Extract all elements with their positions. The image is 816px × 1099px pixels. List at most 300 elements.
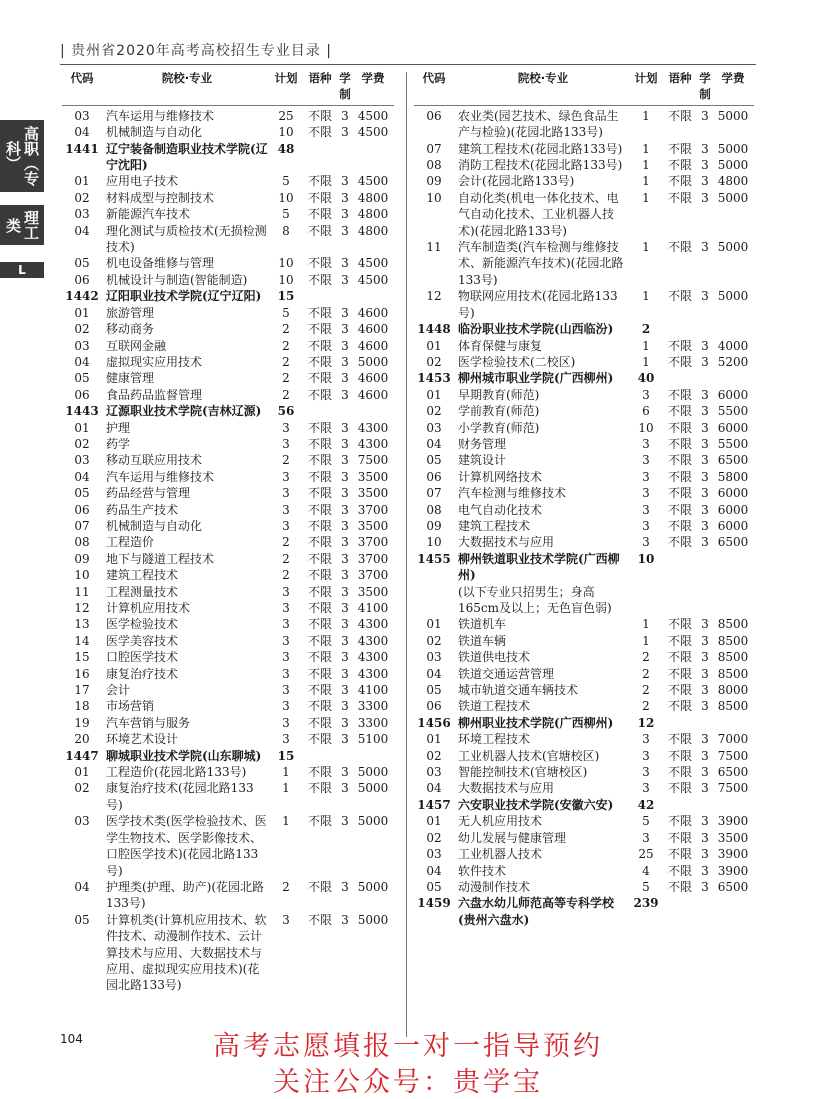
plan-cell: 5 [282, 305, 290, 320]
name-cell: 药品生产技术 [106, 502, 179, 517]
col-fee-header: 学费 [361, 71, 385, 85]
years-cell: 3 [701, 879, 709, 894]
code-cell: 06 [426, 699, 442, 714]
table-row [414, 780, 754, 796]
fee-cell: 4600 [357, 371, 389, 386]
plan-cell: 1 [642, 141, 650, 156]
lang-cell: 不限 [667, 387, 692, 402]
name-cell: 虚拟现实应用技术 [106, 354, 203, 369]
name-cell: 汽车运用与维修技术 [106, 108, 215, 123]
code-cell: 04 [74, 469, 90, 484]
table-row [414, 830, 754, 846]
plan-cell: 3 [282, 666, 290, 681]
side-tab-letter: L [0, 262, 44, 278]
table-row [62, 370, 394, 386]
name-cell: 聊城职业技术学院(山东聊城) [106, 748, 262, 763]
plan-cell: 3 [282, 502, 290, 517]
name-cell: 计算机应用技术 [106, 601, 191, 615]
plan-cell: 3 [282, 518, 290, 533]
code-cell: 10 [74, 568, 90, 583]
lang-cell: 不限 [307, 371, 332, 386]
lang-cell: 不限 [307, 568, 332, 583]
name-cell: 计算机类(计算机应用技术、软件技术、动漫制作技术、云计算技术与应用、大数据技术与应用、虚拟现实应用技术)(花园北路133号) [106, 912, 267, 993]
plan-cell: 42 [637, 797, 655, 812]
lang-cell: 不限 [307, 781, 332, 796]
name-cell: 康复治疗技术 [106, 666, 179, 681]
code-cell: 01 [74, 420, 90, 435]
fee-cell: 4300 [357, 650, 389, 665]
lang-cell: 不限 [667, 420, 692, 435]
school-row [414, 551, 754, 584]
right-table-body [414, 108, 754, 928]
name-cell: 汽车运用与维修技术 [106, 469, 215, 484]
lang-cell: 不限 [307, 125, 332, 140]
name-cell: 铁道工程技术 [458, 699, 531, 714]
plan-cell: 1 [642, 240, 650, 255]
fee-cell: 3500 [357, 584, 389, 599]
fee-cell: 4600 [357, 322, 389, 337]
years-cell: 3 [341, 699, 349, 714]
plan-cell: 1 [642, 617, 650, 632]
code-cell: 05 [74, 486, 90, 501]
years-cell: 3 [341, 502, 349, 517]
school-row [414, 797, 754, 813]
table-row [62, 469, 394, 485]
name-cell: 移动商务 [106, 322, 155, 337]
plan-cell: 3 [282, 584, 290, 599]
table-row [62, 780, 394, 813]
fee-cell: 4000 [717, 338, 749, 353]
table-row [414, 666, 754, 682]
col-lang-header: 语种 [308, 71, 332, 85]
side-tab-level: 高职（专科） [0, 120, 44, 192]
name-cell: 工业机器人技术(官塘校区) [458, 748, 600, 763]
name-cell: 建筑工程技术 [458, 518, 531, 533]
col-plan-header: 计划 [274, 71, 298, 85]
code-cell: 03 [426, 765, 442, 780]
years-cell: 3 [701, 108, 709, 123]
table-row [414, 338, 754, 354]
lang-cell: 不限 [667, 879, 692, 894]
left-column [62, 70, 394, 994]
code-cell: 12 [426, 289, 442, 304]
code-cell: 03 [74, 108, 90, 123]
plan-cell: 1 [642, 338, 650, 353]
name-cell: 机械制造与自动化 [106, 125, 203, 140]
lang-cell: 不限 [307, 715, 332, 730]
name-cell: 体育保健与康复 [458, 338, 543, 353]
name-cell: 辽阳职业技术学院(辽宁辽阳) [106, 289, 262, 304]
code-cell: 03 [74, 207, 90, 222]
years-cell: 3 [341, 469, 349, 484]
lang-cell: 不限 [667, 453, 692, 468]
plan-cell: 2 [642, 699, 650, 714]
years-cell: 3 [341, 551, 349, 566]
name-cell: 健康管理 [106, 371, 155, 386]
name-cell: 旅游管理 [106, 305, 155, 320]
plan-cell: 2 [642, 650, 650, 665]
fee-cell: 7500 [357, 453, 389, 468]
plan-cell: 3 [642, 453, 650, 468]
years-cell: 3 [701, 650, 709, 665]
years-cell: 3 [701, 240, 709, 255]
col-code-header: 代码 [422, 71, 446, 85]
lang-cell: 不限 [667, 781, 692, 796]
table-row [62, 502, 394, 518]
table-row [62, 715, 394, 731]
name-cell: 建筑设计 [458, 453, 507, 468]
fee-cell: 5000 [357, 354, 389, 369]
plan-cell: 15 [277, 289, 295, 304]
years-cell: 3 [341, 912, 349, 927]
code-cell: 04 [74, 879, 90, 894]
code-cell: 05 [426, 879, 442, 894]
lang-cell: 不限 [667, 240, 692, 255]
lang-cell: 不限 [667, 535, 692, 550]
table-row [62, 108, 394, 124]
years-cell: 3 [701, 863, 709, 878]
plan-cell: 3 [282, 436, 290, 451]
years-cell: 3 [701, 814, 709, 829]
fee-cell: 6000 [717, 486, 749, 501]
plan-cell: 3 [282, 699, 290, 714]
table-header [414, 70, 754, 106]
name-cell: 康复治疗技术(花园北路133号) [106, 781, 254, 812]
years-cell: 3 [701, 141, 709, 156]
name-cell: 临汾职业技术学院(山西临汾) [458, 322, 614, 337]
plan-cell: 2 [641, 322, 651, 337]
code-cell: 01 [426, 387, 442, 402]
name-cell: 地下与隧道工程技术 [106, 551, 215, 566]
lang-cell: 不限 [307, 814, 332, 829]
table-row [414, 616, 754, 632]
table-row [62, 551, 394, 567]
fee-cell: 8500 [717, 633, 749, 648]
name-cell: 早期教育(师范) [458, 387, 540, 402]
code-cell: 03 [74, 453, 90, 468]
fee-cell: 5100 [357, 732, 389, 747]
table-row [62, 666, 394, 682]
name-cell: 汽车营销与服务 [106, 715, 191, 730]
fee-cell: 7500 [717, 781, 749, 796]
table-row [414, 420, 754, 436]
name-cell: 工程造价(花园北路133号) [106, 765, 247, 780]
lang-cell: 不限 [307, 453, 332, 468]
plan-cell: 2 [642, 666, 650, 681]
table-row [414, 239, 754, 288]
name-cell: 医学技术类(医学检验技术、医学生物技术、医学影像技术、口腔医学技术)(花园北路133号) [106, 814, 267, 878]
lang-cell: 不限 [307, 387, 332, 402]
years-cell: 3 [701, 847, 709, 862]
years-cell: 3 [341, 568, 349, 583]
fee-cell: 6500 [717, 765, 749, 780]
years-cell: 3 [701, 436, 709, 451]
code-cell: 03 [426, 420, 442, 435]
years-cell: 3 [701, 617, 709, 632]
plan-cell: 3 [282, 650, 290, 665]
lang-cell: 不限 [307, 502, 332, 517]
table-row [62, 338, 394, 354]
name-cell: 消防工程技术(花园北路133号) [458, 158, 623, 173]
lang-cell: 不限 [667, 518, 692, 533]
lang-cell: 不限 [307, 486, 332, 501]
code-cell: 02 [426, 354, 442, 369]
years-cell: 3 [341, 322, 349, 337]
column-divider [406, 72, 407, 1037]
lang-cell: 不限 [667, 650, 692, 665]
lang-cell: 不限 [307, 272, 332, 287]
table-row [62, 633, 394, 649]
lang-cell: 不限 [307, 518, 332, 533]
fee-cell: 3500 [357, 486, 389, 501]
code-cell: 11 [74, 584, 90, 599]
name-cell: 汽车制造类(汽车检测与维修技术、新能源汽车技术)(花园北路133号) [458, 240, 624, 287]
plan-cell: 5 [642, 814, 650, 829]
code-cell: 13 [74, 617, 90, 632]
lang-cell: 不限 [667, 354, 692, 369]
table-row [62, 698, 394, 714]
code-cell: 19 [74, 715, 90, 730]
name-cell: 护理 [106, 420, 131, 435]
plan-cell: 6 [642, 404, 650, 419]
plan-cell: 56 [277, 404, 295, 419]
code-cell: 16 [74, 666, 90, 681]
code-cell: 04 [74, 223, 90, 238]
name-cell: 铁道机车 [458, 617, 507, 632]
plan-cell: 1 [642, 354, 650, 369]
plan-cell: 1 [642, 633, 650, 648]
lang-cell: 不限 [667, 190, 692, 205]
plan-cell: 1 [282, 765, 290, 780]
fee-cell: 5000 [357, 765, 389, 780]
code-cell: 01 [74, 174, 90, 189]
plan-cell: 2 [282, 551, 290, 566]
plan-cell: 4 [642, 863, 650, 878]
name-cell: 工程测量技术 [106, 584, 179, 599]
lang-cell: 不限 [307, 535, 332, 550]
fee-cell: 4300 [357, 420, 389, 435]
fee-cell: 6000 [717, 502, 749, 517]
table-row [414, 502, 754, 518]
table-row [414, 469, 754, 485]
code-cell: 08 [74, 535, 90, 550]
plan-cell: 3 [282, 732, 290, 747]
fee-cell: 6000 [717, 420, 749, 435]
code-cell: 02 [426, 633, 442, 648]
col-code-header: 代码 [70, 71, 94, 85]
plan-cell: 1 [642, 289, 650, 304]
table-row [62, 879, 394, 912]
lang-cell: 不限 [667, 158, 692, 173]
name-cell: 铁道供电技术 [458, 650, 531, 665]
fee-cell: 3300 [357, 699, 389, 714]
lang-cell: 不限 [307, 256, 332, 271]
code-cell: 02 [426, 748, 442, 763]
years-cell: 3 [341, 108, 349, 123]
lang-cell: 不限 [307, 420, 332, 435]
code-cell: 08 [426, 158, 442, 173]
years-cell: 3 [341, 535, 349, 550]
table-row [62, 436, 394, 452]
years-cell: 3 [701, 289, 709, 304]
table-row [62, 272, 394, 288]
school-row [414, 370, 754, 386]
plan-cell: 10 [278, 272, 294, 287]
table-row [62, 190, 394, 206]
lang-cell: 不限 [307, 551, 332, 566]
plan-cell: 3 [642, 830, 650, 845]
table-row [414, 452, 754, 468]
plan-cell: 3 [282, 715, 290, 730]
lang-cell: 不限 [307, 683, 332, 698]
plan-cell: 25 [638, 847, 654, 862]
col-name-header: 院校·专业 [161, 71, 213, 85]
lang-cell: 不限 [667, 141, 692, 156]
plan-cell: 3 [282, 683, 290, 698]
lang-cell: 不限 [307, 650, 332, 665]
col-name-header: 院校·专业 [517, 71, 569, 85]
lang-cell: 不限 [307, 699, 332, 714]
years-cell: 3 [341, 174, 349, 189]
code-cell: 02 [74, 322, 90, 337]
plan-cell: 3 [282, 601, 290, 615]
years-cell: 3 [341, 633, 349, 648]
code-cell: 07 [426, 486, 442, 501]
name-cell: 机电设备维修与管理 [106, 256, 215, 271]
name-cell: 小学教育(师范) [458, 420, 540, 435]
name-cell: 城市轨道交通车辆技术 [458, 683, 579, 698]
code-cell: 03 [74, 814, 90, 829]
table-row [414, 731, 754, 747]
fee-cell: 6500 [717, 879, 749, 894]
plan-cell: 3 [282, 486, 290, 501]
lang-cell: 不限 [667, 765, 692, 780]
lang-cell: 不限 [667, 502, 692, 517]
table-row [414, 403, 754, 419]
name-cell: 六安职业技术学院(安徽六安) [458, 797, 614, 812]
years-cell: 3 [701, 174, 709, 189]
watermark-line-1: 高考志愿填报一对一指导预约 [213, 1031, 603, 1062]
code-cell: 14 [74, 633, 90, 648]
plan-cell: 2 [282, 322, 290, 337]
years-cell: 3 [701, 190, 709, 205]
name-cell: 建筑工程技术 [106, 568, 179, 583]
table-row [414, 698, 754, 714]
name-cell: 会计(花园北路133号) [458, 174, 575, 189]
years-cell: 3 [341, 223, 349, 238]
plan-cell: 3 [642, 518, 650, 533]
code-cell: 02 [426, 830, 442, 845]
table-row [62, 518, 394, 534]
table-row [414, 141, 754, 157]
lang-cell: 不限 [307, 765, 332, 780]
fee-cell: 3700 [357, 551, 389, 566]
table-row [62, 354, 394, 370]
code-cell: 09 [426, 174, 442, 189]
fee-cell: 4800 [717, 174, 749, 189]
years-cell: 3 [701, 453, 709, 468]
code-cell: 04 [74, 354, 90, 369]
years-cell: 3 [341, 387, 349, 402]
years-cell: 3 [701, 420, 709, 435]
fee-cell: 5200 [717, 354, 749, 369]
code-cell: 05 [74, 912, 90, 927]
plan-cell: 5 [282, 174, 290, 189]
table-row [62, 912, 394, 994]
fee-cell: 4300 [357, 666, 389, 681]
lang-cell: 不限 [307, 436, 332, 451]
years-cell: 3 [341, 436, 349, 451]
table-row [414, 682, 754, 698]
table-row [62, 813, 394, 879]
fee-cell: 5000 [357, 814, 389, 829]
plan-cell: 15 [277, 748, 295, 763]
code-cell: 04 [426, 863, 442, 878]
plan-cell: 2 [282, 354, 290, 369]
code-cell: 20 [74, 732, 90, 747]
plan-cell: 1 [642, 174, 650, 189]
fee-cell: 5000 [717, 240, 749, 255]
plan-cell: 8 [282, 223, 290, 238]
lang-cell: 不限 [667, 699, 692, 714]
lang-cell: 不限 [667, 830, 692, 845]
name-cell: 动漫制作技术 [458, 879, 531, 894]
fee-cell: 4100 [357, 601, 389, 615]
years-cell: 3 [701, 535, 709, 550]
col-plan-header: 计划 [634, 71, 658, 85]
plan-cell: 5 [282, 207, 290, 222]
fee-cell: 5000 [717, 190, 749, 205]
years-cell: 3 [341, 814, 349, 829]
fee-cell: 3900 [717, 814, 749, 829]
code-cell: 10 [426, 190, 442, 205]
name-cell: (以下专业只招男生；身高165cm及以上；无色盲色弱) [458, 584, 612, 615]
name-cell: 铁道交通运营管理 [458, 666, 555, 681]
plan-cell: 2 [282, 387, 290, 402]
fee-cell: 4300 [357, 633, 389, 648]
code-cell: 01 [74, 765, 90, 780]
name-cell: 铁道车辆 [458, 633, 507, 648]
fee-cell: 8500 [717, 699, 749, 714]
lang-cell: 不限 [667, 436, 692, 451]
code-cell: 1442 [65, 289, 99, 304]
years-cell: 3 [341, 354, 349, 369]
code-cell: 02 [74, 436, 90, 451]
fee-cell: 6000 [717, 518, 749, 533]
years-cell: 3 [701, 699, 709, 714]
code-cell: 1443 [65, 404, 99, 419]
code-cell: 07 [74, 518, 90, 533]
fee-cell: 4600 [357, 305, 389, 320]
plan-cell: 3 [642, 387, 650, 402]
table-row [62, 534, 394, 550]
table-row [62, 387, 394, 403]
plan-cell: 1 [282, 781, 290, 796]
lang-cell: 不限 [667, 863, 692, 878]
code-cell: 06 [74, 502, 90, 517]
code-cell: 1441 [65, 141, 99, 156]
name-cell: 财务管理 [458, 436, 507, 451]
table-row [62, 124, 394, 140]
years-cell: 3 [701, 765, 709, 780]
years-cell: 3 [701, 748, 709, 763]
table-row [62, 255, 394, 271]
code-cell: 08 [426, 502, 442, 517]
code-cell: 04 [426, 436, 442, 451]
code-cell: 09 [426, 518, 442, 533]
years-cell: 3 [701, 404, 709, 419]
lang-cell: 不限 [307, 601, 332, 615]
